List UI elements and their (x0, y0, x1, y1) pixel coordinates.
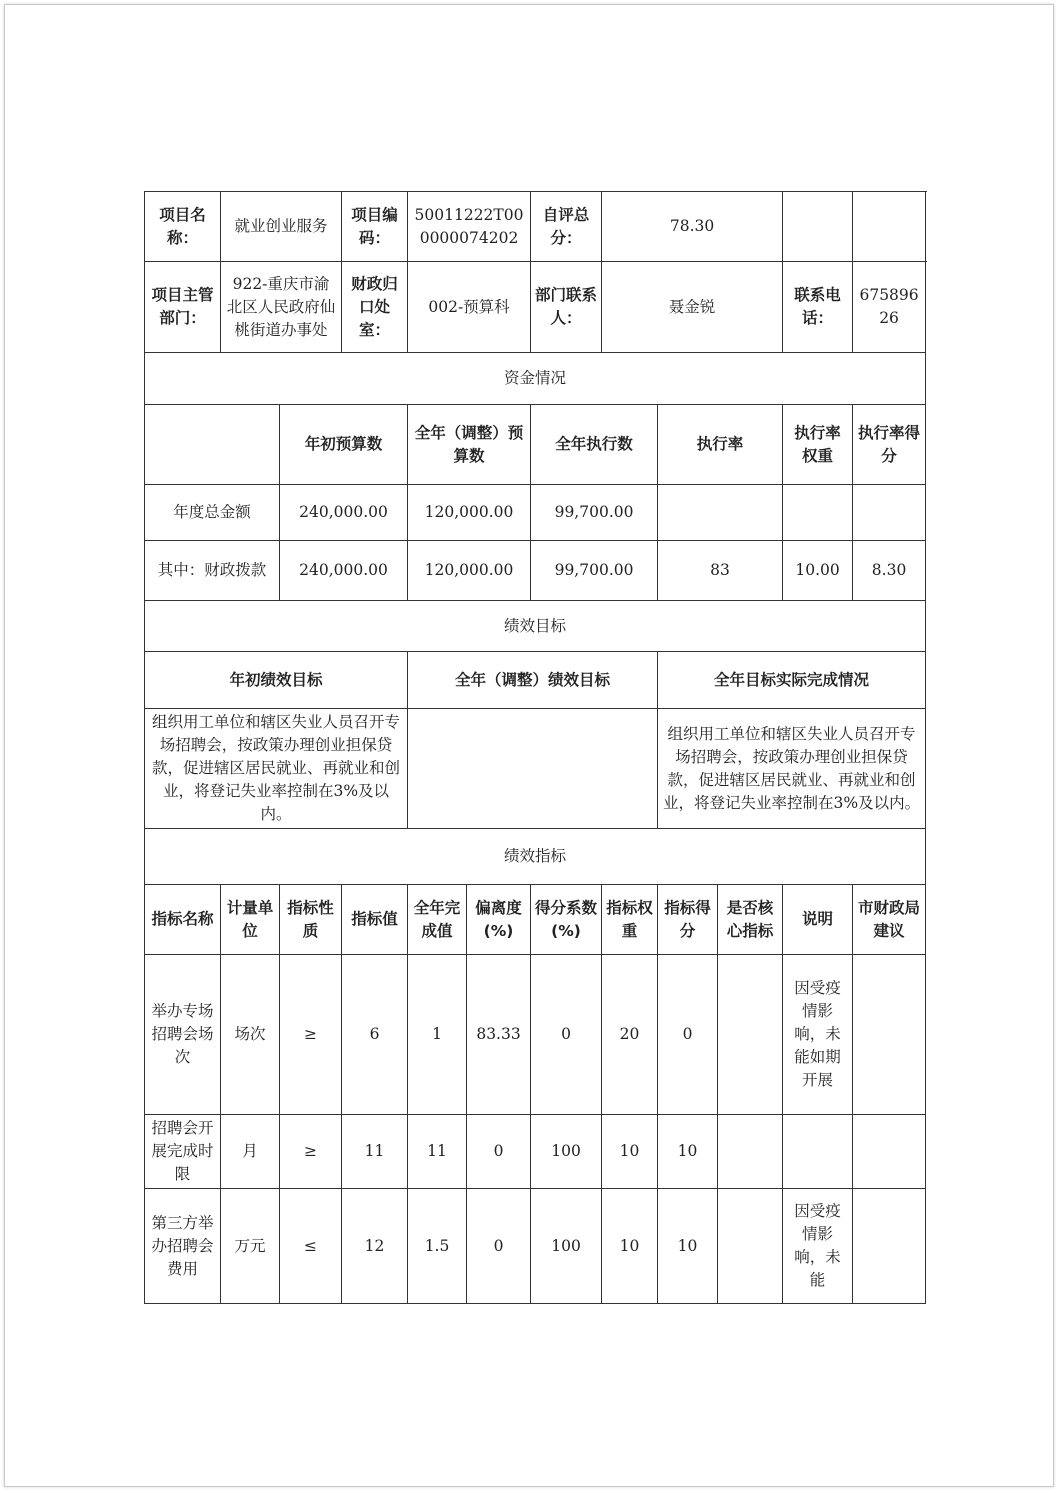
indicator-cell: 12 (342, 1189, 408, 1304)
indicator-cell (853, 1189, 926, 1304)
indicator-cell (718, 1115, 783, 1189)
phone-value: 67589626 (853, 262, 926, 353)
indicator-header: 偏离度(%) (467, 885, 531, 955)
funds-cell (658, 485, 783, 541)
score-value: 78.30 (602, 192, 783, 262)
info-row-project (145, 192, 926, 262)
funds-header: 执行率权重 (783, 405, 853, 485)
info-row-department (145, 262, 926, 353)
dept-label: 项目主管部门： (145, 262, 221, 353)
funds-cell: 83 (658, 541, 783, 601)
goals-header-initial: 年初绩效目标 (145, 652, 408, 709)
indicator-cell (718, 1189, 783, 1304)
indicator-header: 得分系数(%) (531, 885, 602, 955)
indicators-section-title: 绩效指标 (145, 829, 926, 885)
indicator-row (145, 1115, 926, 1189)
funds-cell: 99,700.00 (531, 485, 658, 541)
funds-cell: 99,700.00 (531, 541, 658, 601)
funds-section-title: 资金情况 (145, 353, 926, 405)
indicator-cell: 11 (408, 1115, 467, 1189)
indicator-header: 计量单位 (221, 885, 280, 955)
finance-office-value: 002-预算科 (408, 262, 531, 353)
score-label: 自评总分： (531, 192, 602, 262)
indicator-cell: 10 (602, 1189, 658, 1304)
indicator-header: 市财政局建议 (853, 885, 926, 955)
indicator-cell (783, 1115, 853, 1189)
indicator-cell: 1 (408, 955, 467, 1115)
contact-label: 部门联系人： (531, 262, 602, 353)
project-name-label: 项目名称： (145, 192, 221, 262)
funds-header: 全年（调整）预算数 (408, 405, 531, 485)
goal-actual-text: 组织用工单位和辖区失业人员召开专场招聘会，按政策办理创业担保贷款，促进辖区居民就业、再就业和创业，将登记失业率控制在3%及以内。 (658, 709, 926, 829)
indicator-cell: 1.5 (408, 1189, 467, 1304)
indicator-cell: 11 (342, 1115, 408, 1189)
indicator-cell: 10 (602, 1115, 658, 1189)
goal-initial-text: 组织用工单位和辖区失业人员召开专场招聘会，按政策办理创业担保贷款，促进辖区居民就业、再就业和创业，将登记失业率控制在3%及以内。 (145, 709, 408, 829)
goal-adjusted-text (408, 709, 658, 829)
empty-cell (853, 192, 926, 262)
funds-cell (853, 485, 926, 541)
funds-header (145, 405, 280, 485)
funds-cell: 其中：财政拨款 (145, 541, 280, 601)
funds-header: 全年执行数 (531, 405, 658, 485)
indicator-header: 指标性质 (280, 885, 342, 955)
funds-row-total (145, 485, 926, 541)
project-code-label: 项目编码： (342, 192, 408, 262)
contact-value: 聂金锐 (602, 262, 783, 353)
indicator-cell: 10 (658, 1189, 718, 1304)
indicator-cell (853, 955, 926, 1115)
funds-cell: 10.00 (783, 541, 853, 601)
indicators-section-row (145, 829, 926, 885)
indicator-header: 指标值 (342, 885, 408, 955)
indicator-cell: 100 (531, 1115, 602, 1189)
indicator-header: 指标名称 (145, 885, 221, 955)
indicator-header: 指标得分 (658, 885, 718, 955)
indicator-row (145, 955, 926, 1115)
indicator-cell: 0 (467, 1115, 531, 1189)
indicator-cell (853, 1115, 926, 1189)
funds-cell (783, 485, 853, 541)
indicator-header: 说明 (783, 885, 853, 955)
indicator-cell: 万元 (221, 1189, 280, 1304)
performance-evaluation-table (144, 191, 926, 1304)
project-code-value: 50011222T000000074202 (408, 192, 531, 262)
indicator-header: 全年完成值 (408, 885, 467, 955)
indicator-cell: 0 (531, 955, 602, 1115)
indicator-header: 是否核心指标 (718, 885, 783, 955)
funds-header: 执行率得分 (853, 405, 926, 485)
indicator-cell: 举办专场招聘会场次 (145, 955, 221, 1115)
indicator-cell: 83.33 (467, 955, 531, 1115)
indicator-cell: 招聘会开展完成时限 (145, 1115, 221, 1189)
funds-cell: 120,000.00 (408, 485, 531, 541)
indicator-row (145, 1189, 926, 1304)
funds-header-row (145, 405, 926, 485)
indicator-cell: 10 (658, 1115, 718, 1189)
indicator-cell: 因受疫情影响，未能 (783, 1189, 853, 1304)
indicator-cell: 月 (221, 1115, 280, 1189)
indicator-cell: 0 (658, 955, 718, 1115)
funds-cell: 240,000.00 (280, 541, 408, 601)
indicator-cell: 100 (531, 1189, 602, 1304)
empty-cell (783, 192, 853, 262)
goals-section-title: 绩效目标 (145, 601, 926, 652)
finance-office-label: 财政归口处室： (342, 262, 408, 353)
indicators-header-row (145, 885, 926, 955)
indicator-cell: 因受疫情影响，未能如期开展 (783, 955, 853, 1115)
indicator-cell (718, 955, 783, 1115)
phone-label: 联系电话： (783, 262, 853, 353)
goals-header-row (145, 652, 926, 709)
goals-content-row (145, 709, 926, 829)
funds-cell: 8.30 (853, 541, 926, 601)
funds-header: 年初预算数 (280, 405, 408, 485)
funds-cell: 240,000.00 (280, 485, 408, 541)
goals-header-adjusted: 全年（调整）绩效目标 (408, 652, 658, 709)
indicator-cell: 0 (467, 1189, 531, 1304)
indicator-header: 指标权重 (602, 885, 658, 955)
funds-header: 执行率 (658, 405, 783, 485)
indicator-cell: 第三方举办招聘会费用 (145, 1189, 221, 1304)
indicator-cell: ≥ (280, 955, 342, 1115)
indicator-cell: ≤ (280, 1189, 342, 1304)
project-name-value: 就业创业服务 (221, 192, 342, 262)
funds-row-fiscal (145, 541, 926, 601)
indicator-cell: 6 (342, 955, 408, 1115)
funds-section-row (145, 353, 926, 405)
indicator-cell: ≥ (280, 1115, 342, 1189)
funds-cell: 年度总金额 (145, 485, 280, 541)
funds-cell: 120,000.00 (408, 541, 531, 601)
goals-section-row (145, 601, 926, 652)
indicator-cell: 场次 (221, 955, 280, 1115)
dept-value: 922-重庆市渝北区人民政府仙桃街道办事处 (221, 262, 342, 353)
indicator-cell: 20 (602, 955, 658, 1115)
goals-header-actual: 全年目标实际完成情况 (658, 652, 926, 709)
